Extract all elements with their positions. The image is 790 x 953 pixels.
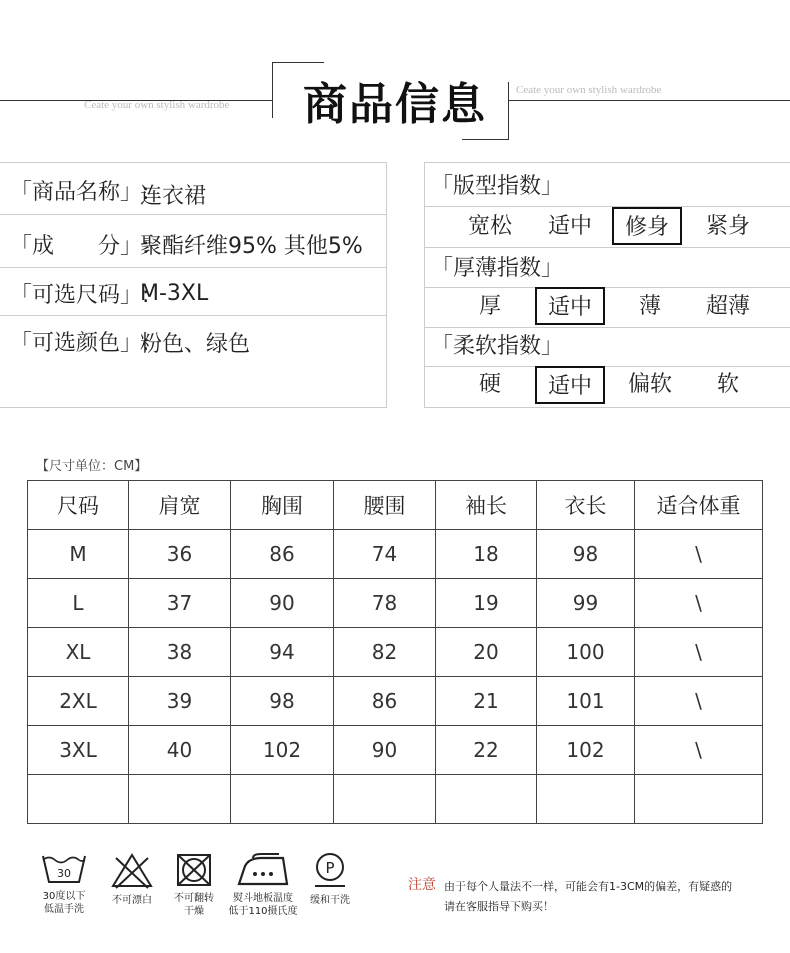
- table-cell: 101: [537, 677, 635, 726]
- info-value: 粉色、绿色: [140, 332, 251, 357]
- header-rule-right: [508, 100, 790, 101]
- note-line: 请在客服指导下购买！: [444, 900, 554, 913]
- table-cell: 2XL: [28, 677, 129, 726]
- table-row: [28, 628, 763, 677]
- thickness-option: 薄: [638, 294, 661, 319]
- size-unit-note: 【尺寸单位：CM】: [36, 459, 148, 474]
- measurement-note: [444, 877, 732, 917]
- table-cell: XL: [28, 628, 129, 677]
- care-label: 低于110摄氏度: [228, 906, 298, 917]
- table-cell: 37: [129, 579, 231, 628]
- column-header: 肩宽: [129, 481, 231, 530]
- table-header-row: [28, 481, 763, 530]
- table-cell: 100: [537, 628, 635, 677]
- table-cell: \: [635, 677, 763, 726]
- care-label: 熨斗地板温度: [233, 893, 293, 904]
- thickness-index-title: 「厚薄指数」: [431, 256, 564, 281]
- table-cell: [635, 775, 763, 824]
- table-cell: L: [28, 579, 129, 628]
- table-cell: 99: [537, 579, 635, 628]
- table-cell: 102: [537, 726, 635, 775]
- softness-option: 硬: [478, 372, 501, 397]
- table-cell: 90: [334, 726, 436, 775]
- no-tumble-dry-icon: [175, 852, 213, 888]
- table-cell: [129, 775, 231, 824]
- column-header: 胸围: [231, 481, 334, 530]
- fit-option-selected: 修身: [612, 207, 682, 245]
- table-cell: 94: [231, 628, 334, 677]
- table-cell: [436, 775, 537, 824]
- table-cell: [28, 775, 129, 824]
- table-row: [28, 677, 763, 726]
- no-bleach-icon: [110, 852, 154, 890]
- info-row-colors: [0, 316, 386, 406]
- softness-option: 软: [716, 372, 739, 397]
- info-value: M-3XL: [140, 281, 209, 306]
- table-row: [28, 726, 763, 775]
- tagline-left: Ceate your own stylish wardrobe: [84, 99, 230, 111]
- table-cell: \: [635, 579, 763, 628]
- softness-option-selected: 适中: [535, 366, 605, 404]
- table-row-empty: [28, 775, 763, 824]
- fit-option: 宽松: [467, 214, 512, 239]
- product-info-panel: [0, 162, 387, 408]
- column-header: 适合体重: [635, 481, 763, 530]
- info-row-name: [0, 163, 386, 215]
- table-cell: 38: [129, 628, 231, 677]
- thickness-option-selected: 适中: [535, 287, 605, 325]
- fabric-index-panel: [424, 162, 790, 408]
- care-label: 低温手洗: [44, 904, 84, 915]
- care-label: 30度以下: [42, 891, 86, 902]
- table-row: [28, 530, 763, 579]
- table-cell: 18: [436, 530, 537, 579]
- column-header: 袖长: [436, 481, 537, 530]
- divider: [425, 206, 790, 207]
- care-item-no-tumble-dry: [164, 852, 224, 918]
- care-label: 干燥: [184, 906, 204, 917]
- info-row-composition: [0, 215, 386, 268]
- table-cell: 3XL: [28, 726, 129, 775]
- info-key: 「可选颜色」:: [10, 331, 150, 356]
- table-cell: 39: [129, 677, 231, 726]
- care-label: 不可翻转: [174, 893, 214, 904]
- care-label: 不可漂白: [112, 895, 152, 906]
- dry-clean-p-icon: [310, 852, 350, 890]
- header-bracket-right-vertical: [508, 82, 509, 140]
- care-item-dry-clean: [302, 852, 358, 907]
- info-key: 「商品名称」:: [10, 180, 150, 205]
- fit-option: 适中: [547, 214, 592, 239]
- care-item-iron: [222, 852, 304, 918]
- thickness-option: 超薄: [705, 294, 750, 319]
- table-cell: 98: [537, 530, 635, 579]
- table-cell: [537, 775, 635, 824]
- table-cell: [334, 775, 436, 824]
- info-key: 「成 分」:: [10, 234, 150, 259]
- note-line: 由于每个人量法不一样，可能会有1-3CM的偏差，有疑惑的: [444, 880, 733, 893]
- thickness-option: 厚: [478, 294, 501, 319]
- fit-index-title: 「版型指数」: [431, 174, 564, 199]
- column-header: 腰围: [334, 481, 436, 530]
- tagline-right: Ceate your own stylish wardrobe: [516, 84, 662, 96]
- care-item-no-bleach: [100, 852, 164, 907]
- softness-index-title: 「柔软指数」: [431, 334, 564, 359]
- table-cell: \: [635, 530, 763, 579]
- softness-option: 偏软: [627, 372, 672, 397]
- table-cell: M: [28, 530, 129, 579]
- table-cell: 20: [436, 628, 537, 677]
- table-cell: 86: [231, 530, 334, 579]
- info-value: 连衣裙: [140, 184, 207, 209]
- table-cell: 82: [334, 628, 436, 677]
- note-label: 注意: [408, 877, 436, 893]
- column-header: 尺码: [28, 481, 129, 530]
- svg-text:30: 30: [57, 867, 71, 880]
- table-cell: 22: [436, 726, 537, 775]
- care-item-wash: [30, 852, 98, 916]
- page-title: 商品信息: [303, 79, 487, 130]
- table-cell: 78: [334, 579, 436, 628]
- divider: [425, 247, 790, 248]
- header-bracket-left-vertical: [272, 62, 273, 118]
- table-cell: 21: [436, 677, 537, 726]
- header-bracket-right-bottom: [462, 139, 508, 140]
- table-cell: \: [635, 726, 763, 775]
- wash-30-icon: [40, 852, 88, 886]
- table-row: [28, 579, 763, 628]
- info-row-sizes: [0, 268, 386, 316]
- table-cell: [231, 775, 334, 824]
- column-header: 衣长: [537, 481, 635, 530]
- table-cell: 36: [129, 530, 231, 579]
- care-label: 缓和干洗: [310, 895, 350, 906]
- table-cell: 19: [436, 579, 537, 628]
- table-cell: 98: [231, 677, 334, 726]
- svg-text:P: P: [325, 859, 335, 877]
- divider: [425, 327, 790, 328]
- iron-icon: [235, 852, 291, 888]
- table-cell: 40: [129, 726, 231, 775]
- table-cell: 86: [334, 677, 436, 726]
- table-cell: 102: [231, 726, 334, 775]
- size-table: [27, 480, 763, 824]
- table-cell: 90: [231, 579, 334, 628]
- fit-option: 紧身: [705, 214, 750, 239]
- info-key: 「可选尺码」:: [10, 283, 150, 308]
- header-bracket-left-top: [272, 62, 324, 63]
- info-value: 聚酯纤维95% 其他5%: [140, 234, 363, 259]
- table-cell: \: [635, 628, 763, 677]
- table-cell: 74: [334, 530, 436, 579]
